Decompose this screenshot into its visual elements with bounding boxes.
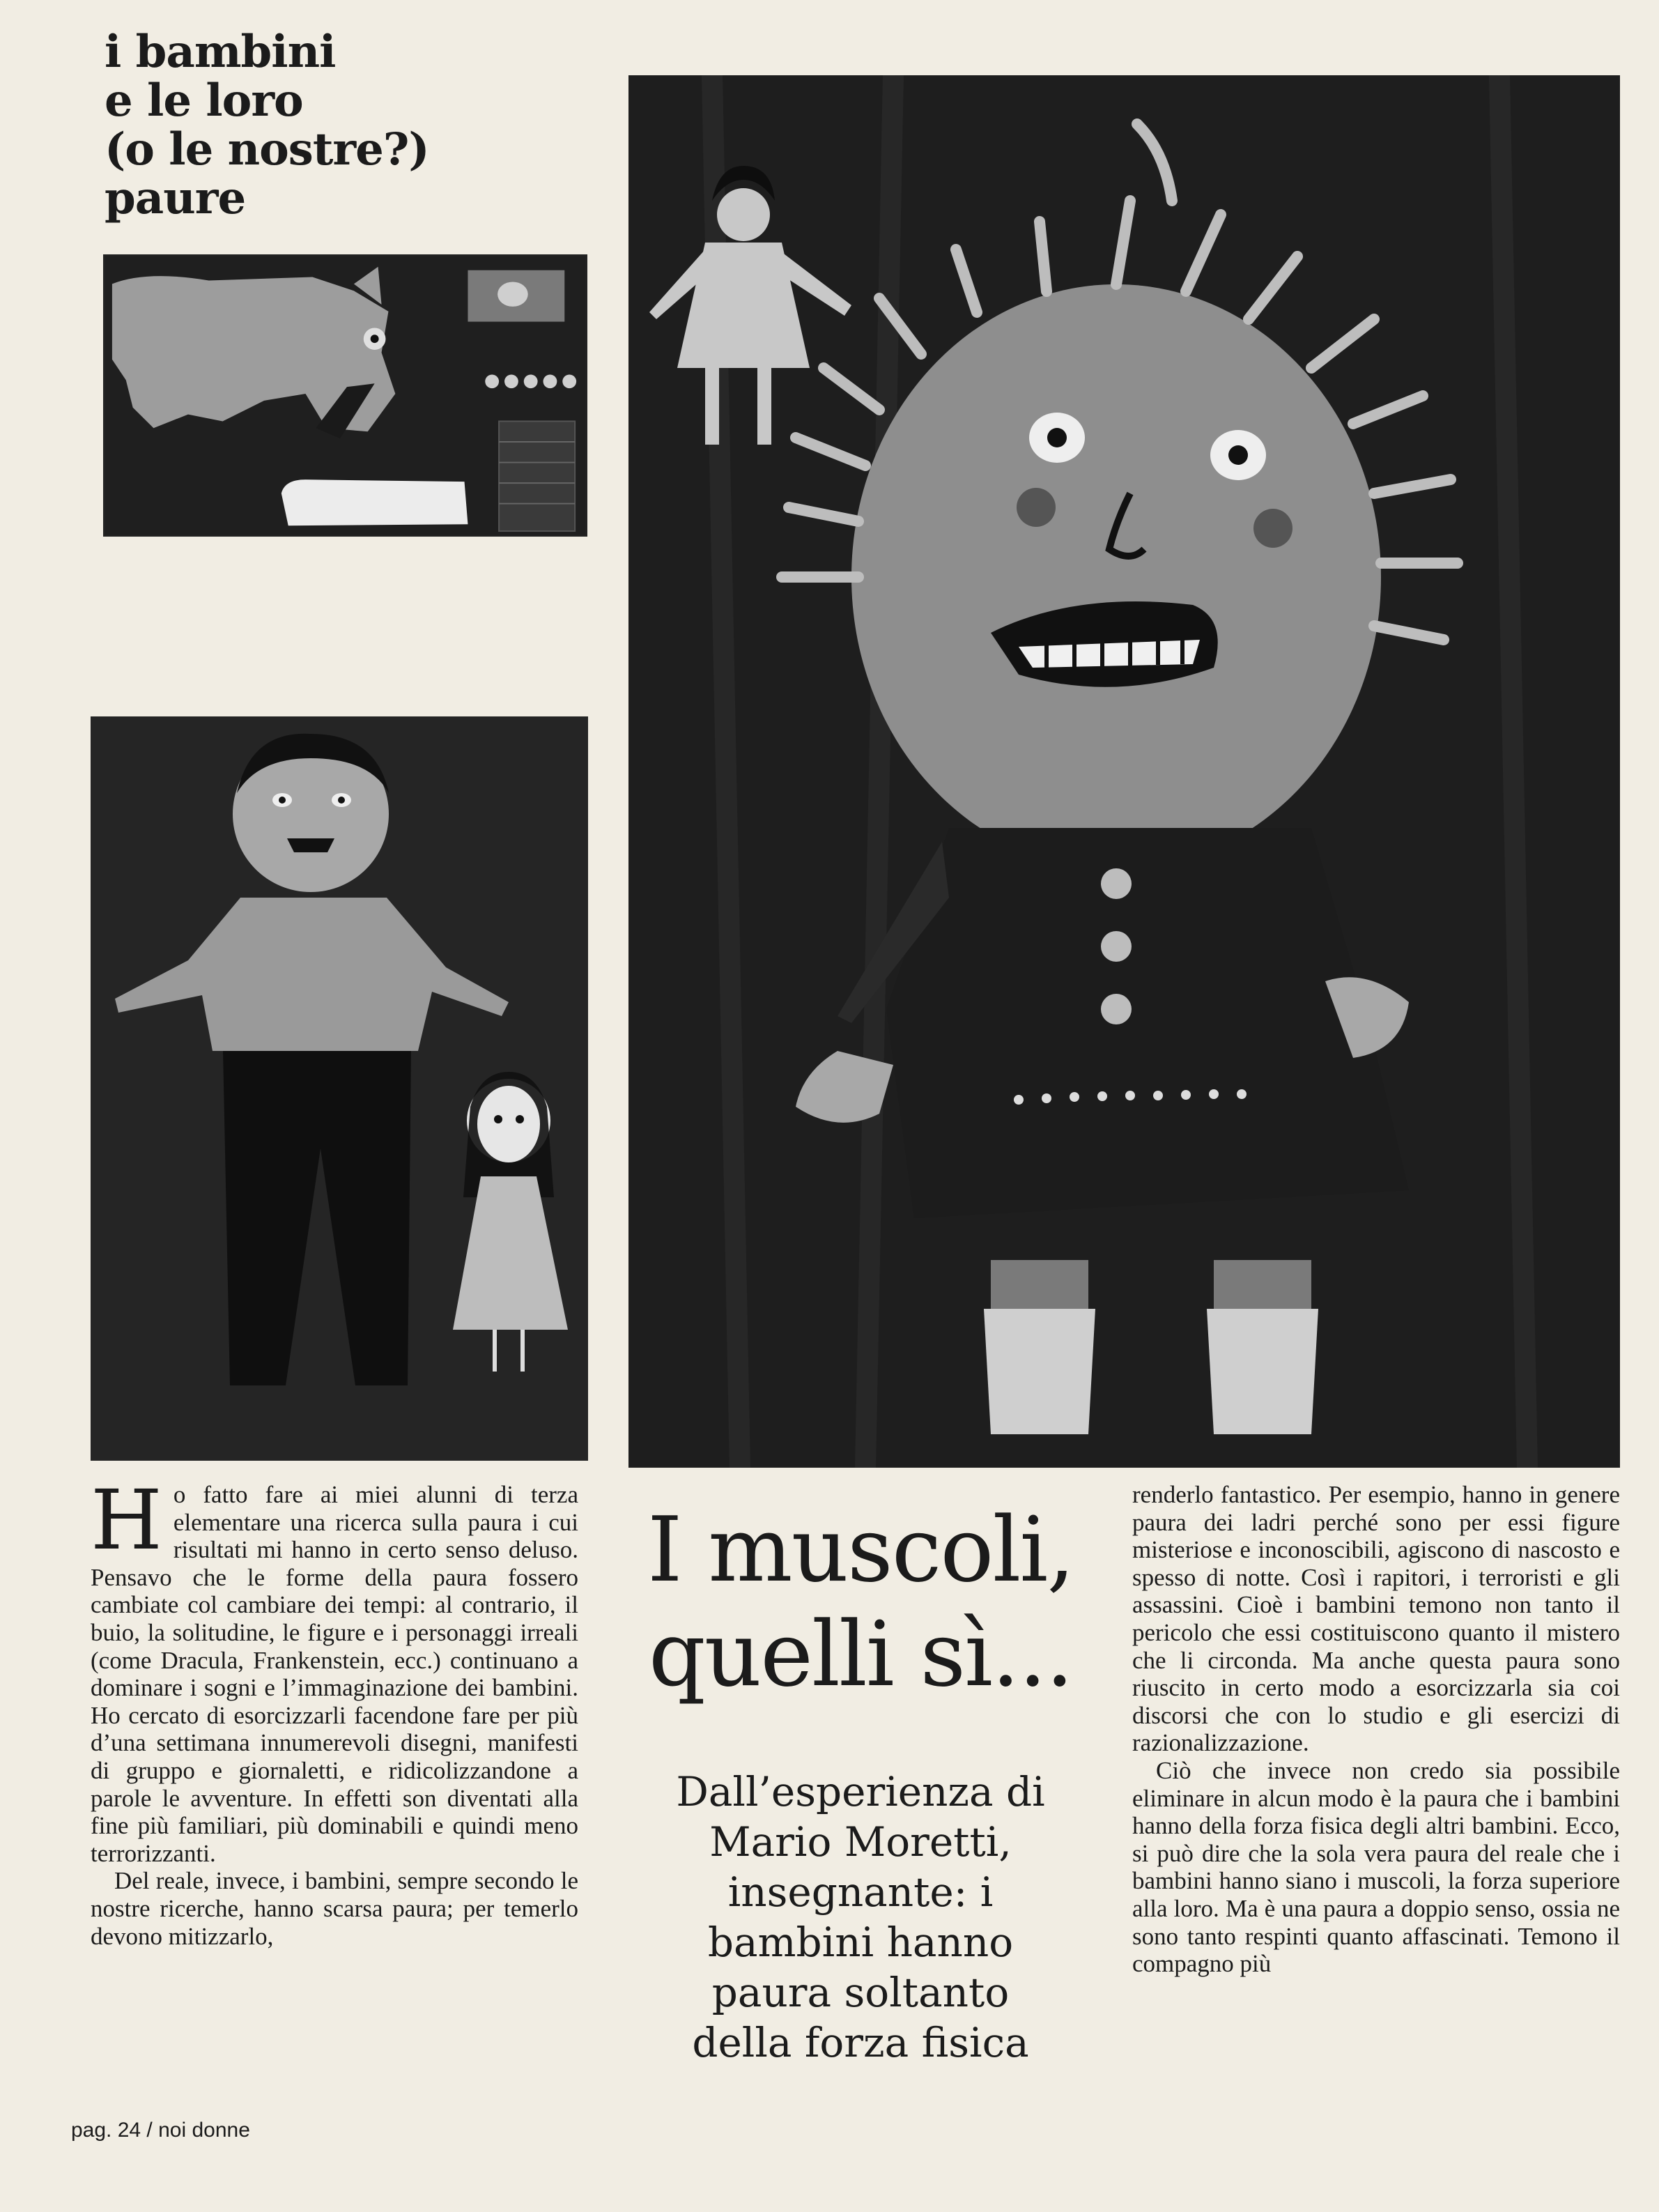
article-kicker [105, 28, 495, 223]
article-column-3 [1132, 1481, 1620, 1978]
subhead-line: paura soltanto [711, 1969, 1010, 2016]
subhead-line: insegnante: i [727, 1868, 994, 1916]
subhead-line: Mario Moretti, [709, 1818, 1012, 1866]
article-headline [613, 1498, 1108, 1707]
child-drawing-frightened-child [628, 75, 1620, 1468]
paragraph: Ciò che invece non credo sia possibile eliminare in alcun modo è la paura che i bambini hanno della forza fisica degli altri bambini. Ecco, si può dire che la sola vera paura del reale che i bambini hanno siano i muscoli, la forza superiore alla loro. Ma è una paura a doppio senso, ossia ne sono tanto respinti quanto affascinati. Temono il compagno più [1132, 1756, 1620, 1978]
page-footer: pag. 24 / noi donne [71, 2119, 250, 2142]
article-subhead [613, 1767, 1108, 2068]
paragraph: Del reale, invece, i bambini, sempre secondo le nostre ricerche, hanno scarsa paura; per temerlo devono mitizzarlo, [91, 1867, 578, 1950]
child-drawing-wolf [103, 254, 587, 537]
kicker-line: (o le nostre?) [105, 123, 429, 176]
article-column-1 [91, 1472, 578, 1950]
headline-line: I muscoli, [647, 1498, 1074, 1602]
subhead-line: Dall’esperienza di [676, 1768, 1045, 1815]
paragraph [91, 1472, 578, 1867]
subhead-line: bambini hanno [707, 1919, 1014, 1966]
kicker-line: paure [105, 172, 246, 224]
subhead-line: della forza fisica [692, 2019, 1029, 2066]
headline-line: quelli sì... [648, 1603, 1073, 1707]
drop-cap: H [91, 1472, 162, 1568]
kicker-line: i bambini [105, 26, 336, 78]
kicker-line: e le loro [105, 75, 303, 127]
child-drawing-man-and-girl [91, 716, 588, 1461]
paragraph: renderlo fantastico. Per esempio, hanno in genere paura dei ladri perché sono per essi figure misteriose e inconoscibili, agiscono di nascosto e spesso di notte. Così i rapitori, i terroristi e gli assassini. Cioè i bambini temono non tanto il pericolo che essi costituiscono quanto il mistero che li circonda. Ma anche questa paura sono riuscito in certo modo a esorcizzarla sia coi discorsi che con lo studio e gli esercizi di razionalizzazione. [1132, 1481, 1620, 1757]
paragraph-text: o fatto fare ai miei alunni di terza elementare una ricerca sulla paura i cui risultati mi hanno in certo senso deluso. Pensavo che le forme della paura fossero cambiate col cambiare dei tempi: al contrario, il buio, la solitudine, le figure e i personaggi irreali (come Dracula, Frankenstein, ecc.) continuano a dominare i sogni e l’immaginazione dei bambini. Ho cercato di esorcizzarli facendone fare per più d’una settimana innumerevoli disegni, manifesti di gruppo e giornaletti, e ridicolizzandone a parole le avventure. In effetti son diventati alla fine più familiari, più dominabili e quindi meno terrorizzanti. [91, 1481, 578, 1867]
